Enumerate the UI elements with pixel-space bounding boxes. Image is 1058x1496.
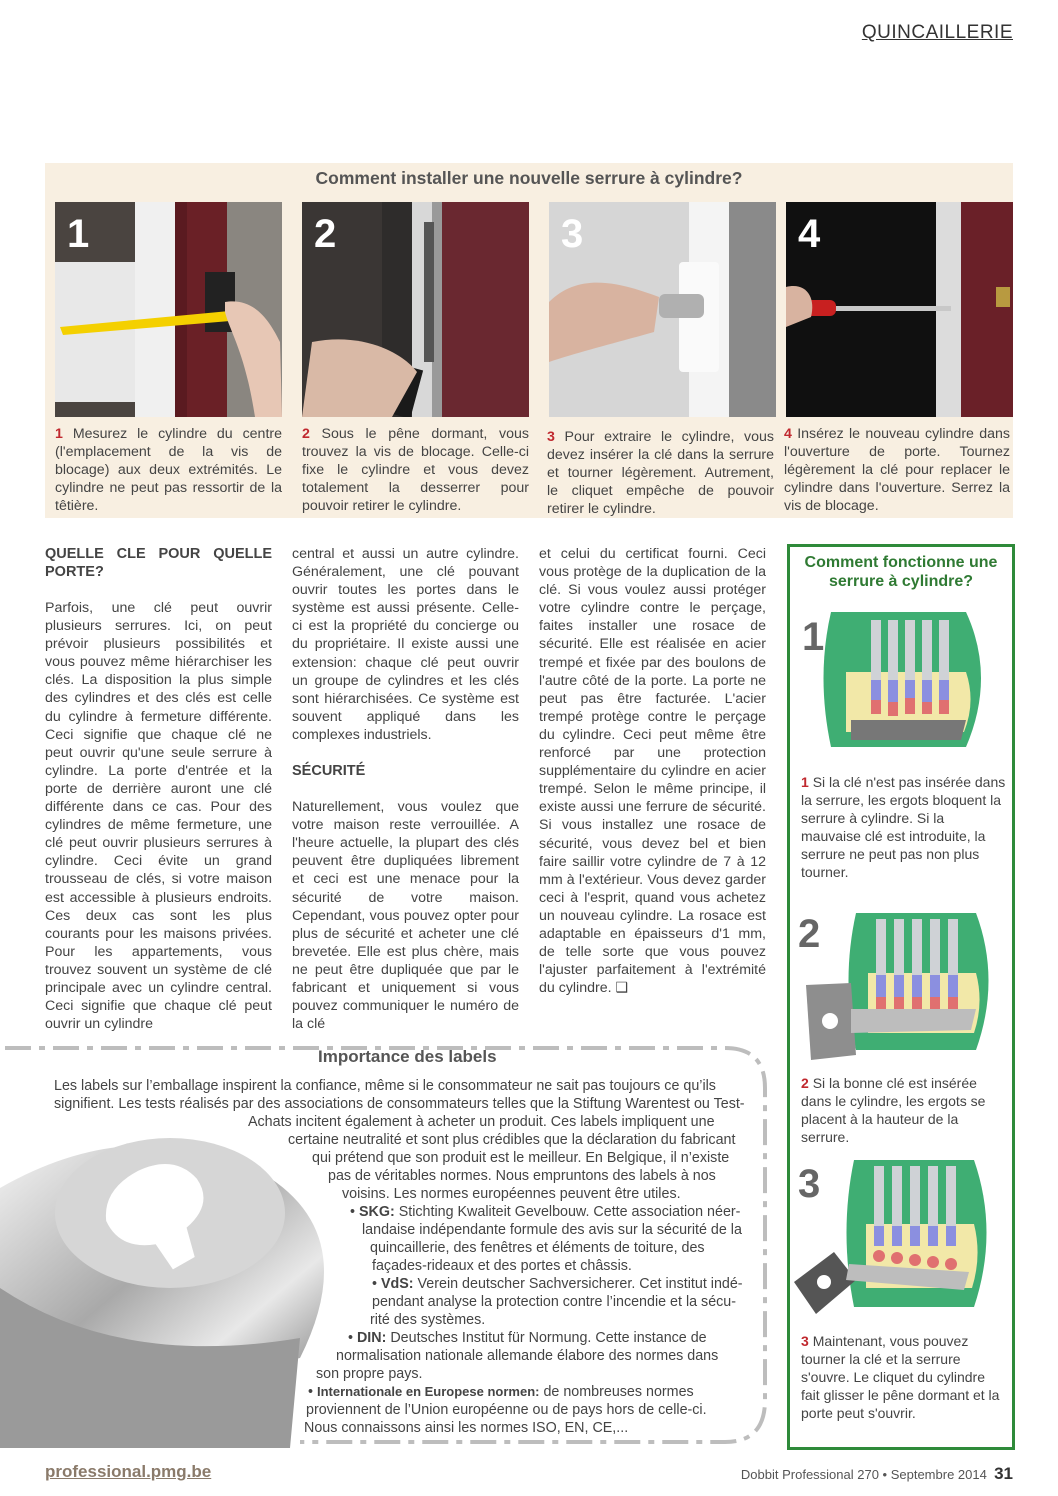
heading-securite: SÉCURITÉ bbox=[292, 763, 366, 780]
heading-quelle-cle: QUELLE CLE POUR QUELLE PORTE? bbox=[45, 546, 272, 580]
step-number-1: 1 bbox=[67, 212, 90, 256]
footer-issue: Dobbit Professional 270 • Septembre 2014 31 bbox=[740, 1464, 1013, 1483]
labels-text: Les labels sur l’emballage inspirent la confiance, même si le consommateur ne sait pas toujours ce qu’ils signifient. Les tests réalisés par des associations de consommateurs telles que la Stiftung Warentest ou Test- Achats incitent également à acheter un produit. Ces labels impliquent une certaine neutralité et sont plus crédibles que la déclaration du fabricant qui prétend que son produit est le meilleur. En Belgique, il n’existe pas de véritables normes. Nous empruntons des labels à nos voisins. Les normes européennes peuvent être utiles. • SKG: Stichting Kwaliteit Gevelbouw. Cette association néer- landaise indépendante formule des avis sur la sécurité de la quincaillerie, des fenêtres et éléments de toiture, des façades-rideaux et des portes et châssis. • VdS: Verein deutscher Sachversicherer. Cet institut indé- pendant analyse la protection contre l’incendie et la sécu- rité des systèmes. • DIN: Deutsches Institut für Normung. Cette instance de normalisation nationale allemande élabore des normes dans son propre pays. • Internationale en Europese normen: de nombreuses normes proviennent de l’Union européenne ou de pays hors de celle-ci. Nous connaissons ainsi les normes ISO, EN, CE,... bbox=[54, 1078, 745, 1436]
sidebar-number-1: 1 bbox=[802, 615, 825, 659]
step-photo-1 bbox=[55, 202, 282, 417]
sidebar-caption-3: 3 Maintenant, vous pouvez tourner la clé et la serrure s'ouvre. Le cliquet du cylindre fait glisser le pêne dormant et la porte peut s'ouvrir. bbox=[801, 1333, 1000, 1421]
step-number-3: 3 bbox=[561, 212, 584, 256]
article-column-2 bbox=[292, 545, 519, 1033]
step-caption-1: 1 Mesurez le cylindre du centre (l'emplacement de la vis de blocage) aux deux extrémités. Le cylindre ne peut pas ressortir de la têtière. bbox=[55, 426, 282, 514]
sidebar-caption-1: 1 Si la clé n'est pas insérée dans la serrure, les ergots bloquent la serrure à cylindre. Si la mauvaise clé est introduite, la serrure ne peut pas non plus tourner. bbox=[801, 774, 1006, 880]
step-photo-3 bbox=[549, 202, 776, 417]
step-caption-3: 3 Pour extraire le cylindre, vous devez insérer la clé dans la serrure et tourner légèrement. Autrement, le cliquet empêche de pouvoir retirer le cylindre. bbox=[547, 429, 774, 517]
section-tag: QUINCAILLERIE bbox=[861, 22, 1013, 43]
sidebar-title: Comment fonctionne une serrure à cylindre? bbox=[804, 554, 998, 590]
cylinder-diagram-2 bbox=[806, 905, 1002, 1065]
page-number: 31 bbox=[994, 1464, 1013, 1483]
article-column-1 bbox=[45, 545, 272, 1033]
paragraph-col3: et celui du certificat fourni. Ceci vous protège de la duplication de la clé. Si vous voulez aussi protéger votre cylindre contre le perçage, faites installer une rosace de sécurité. Elle est réalisée en acier trempé et fixée par des boulons de l'autre côté de la porte. La porte ne peut pas être facturée. L'acier trempé protège contre le perçage du cylindre. Ceci peut même être renforcé par une protection supplémentaire du cylindre en acier trempé. Selon le même principe, il existe aussi une ferrure de sécurité. Si vous installez une rosace de sécurité, vous devez bel et bien faire saillir votre cylindre de 7 à 12 mm à l'extérieur. Vous devez garder ceci à l'esprit, quand vous achetez un nouveau cylindre. La rosace est adaptable en épaisseurs d'1 mm, de telle sorte que vous pouvez l'ajuster parfaitement à l'extrémité du cylindre. ❑ bbox=[539, 546, 766, 997]
cylinder-diagram-1 bbox=[816, 602, 996, 757]
sidebar-caption-2: 2 Si la bonne clé est insérée dans le cylindre, les ergots se placent à la hauteur de la serrure. bbox=[801, 1075, 986, 1145]
step-photo-2 bbox=[302, 202, 529, 417]
article-column-3 bbox=[539, 545, 766, 997]
paragraph-col2b: Naturellement, vous voulez que votre maison reste verrouillée. A l'heure actuelle, la plupart des clés peuvent être dupliquées librement et ceci est une menace pour la sécurité de votre maison. Cependant, vous pouvez opter pour plus de sécurité et acheter une clé brevetée. Elle est plus chère, mais ne peut être dupliquée que par le fabricant et uniquement si vous pouvez communiquer le numéro de la clé bbox=[292, 799, 519, 1033]
sidebar-number-3: 3 bbox=[798, 1162, 821, 1206]
footer-website[interactable]: professional.pmg.be bbox=[45, 1462, 212, 1481]
step-number-2: 2 bbox=[314, 212, 337, 256]
sidebar-number-2: 2 bbox=[798, 912, 821, 956]
step-photo-4 bbox=[786, 202, 1013, 417]
cylinder-diagram-3 bbox=[794, 1152, 1000, 1322]
paragraph-col2a: central et aussi un autre cylindre. Généralement, une clé pouvant ouvrir toutes les portes dans le système est aussi présente. Celle-ci est la propriété du concierge ou du propriétaire. Il existe aussi une extension: chaque clé peut ouvrir un groupe de cylindres et les clés sont hiérarchisées. Ce système est souvent appliqué dans les complexes industriels. bbox=[292, 546, 519, 743]
steps-title: Comment installer une nouvelle serrure à cylindre? bbox=[315, 168, 743, 188]
step-caption-2: 2 Sous le pêne dormant, vous trouvez la vis de blocage. Celle-ci fixe le cylindre et vous devez totalement la desserrer pour pouvoir retirer le cylindre. bbox=[302, 426, 529, 514]
step-caption-4: 4 Insérez le nouveau cylindre dans l'ouverture de porte. Tournez légèrement la clé pour replacer le cylindre dans l'ouverture. Serrez la vis de blocage. bbox=[784, 426, 1010, 514]
step-number-4: 4 bbox=[798, 212, 821, 256]
labels-title: Importance des labels bbox=[318, 1047, 497, 1066]
paragraph-col1: Parfois, une clé peut ouvrir plusieurs serrures. Ici, on peut prévoir plusieurs possibilités et vous pouvez même hiérarchiser les clés. La disposition la plus simple des cylindres et des clés est celle du cylindre à fermeture différente. Ceci signifie que chaque clé ne peut ouvrir qu'une seule serrure à cylindre. La porte d'entrée et la porte de derrière auront une clé différente dans ce cas. Pour des cylindres de même fermeture, une clé peut ouvrir plusieurs serrures à cylindre. Ceci évite un grand trousseau de clés, si votre maison est accessible à plusieurs endroits. Ces deux cas sont les plus courants pour les maisons privées. Pour les appartements, vous trouvez souvent un système de clé principale avec un cylindre central. Ceci signifie que chaque clé peut ouvrir un cylindre bbox=[45, 600, 272, 1033]
